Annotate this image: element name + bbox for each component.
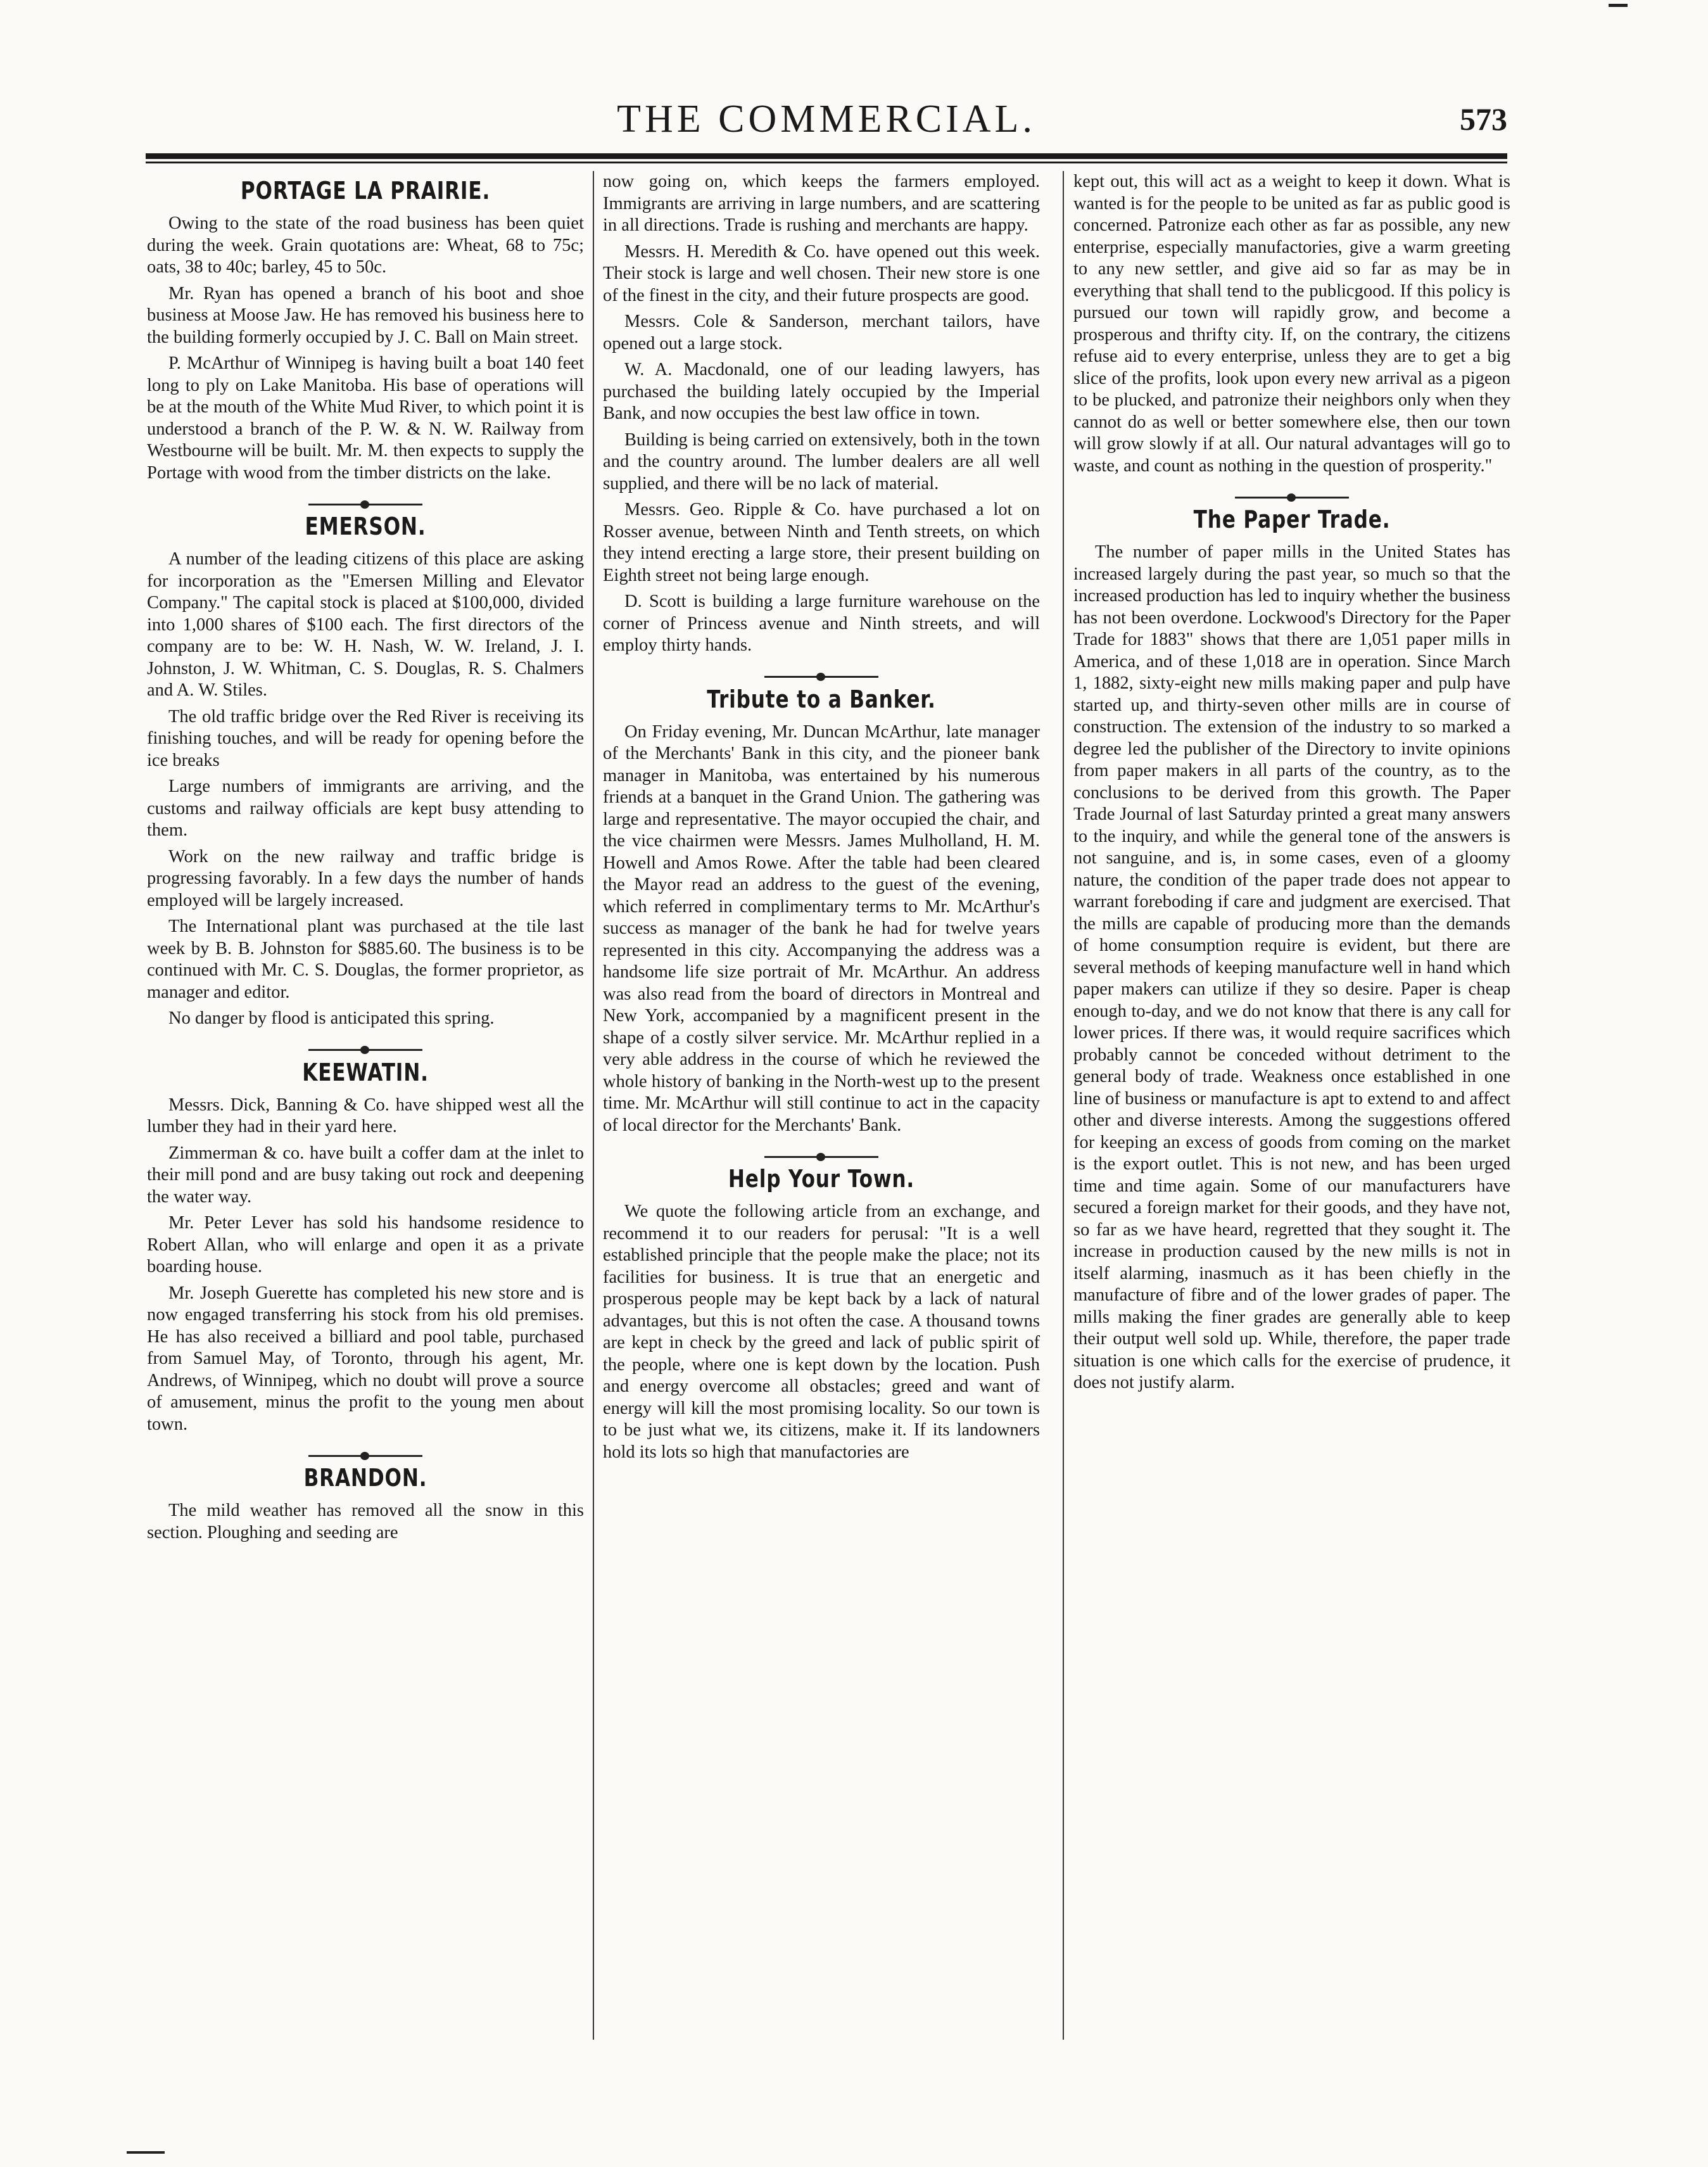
section-divider xyxy=(147,1444,584,1454)
column-rule xyxy=(593,171,594,2040)
column-3 xyxy=(1073,171,1510,2084)
section-divider xyxy=(147,1039,584,1049)
article-tribute-to-a-banker xyxy=(603,685,1040,1137)
paragraph: Mr. Peter Lever has sold his handsome residence to Robert Allan, who will enlarge and open it as a private boarding house. xyxy=(147,1213,584,1276)
article-heading: EMERSON. xyxy=(305,512,426,540)
article-emerson xyxy=(147,512,584,1030)
paragraph: Owing to the state of the road business has been quiet during the week. Grain quotations are: Wheat, 68 to 75c; oats, 38 to 40c; barley, 45 to 50c. xyxy=(147,213,584,277)
paragraph: Mr. Ryan has opened a branch of his boot and shoe business at Moose Jaw. He has removed his business here to the building formerly occupied by J. C. Ball on Main street. xyxy=(147,283,584,347)
header-rule-thin xyxy=(146,162,1507,163)
paragraph: Large numbers of immigrants are arriving, and the customs and railway officials are kept busy attending to them. xyxy=(147,777,584,840)
article-brandon-continued xyxy=(603,171,1040,657)
paragraph: The mild weather has removed all the snow in this section. Ploughing and seeding are xyxy=(147,1501,584,1542)
scan-edge-mark xyxy=(1609,4,1628,7)
article-the-paper-trade xyxy=(1073,505,1510,1394)
article-heading: KEEWATIN. xyxy=(302,1058,429,1086)
article-help-your-town xyxy=(603,1164,1040,1463)
paragraph: On Friday evening, Mr. Duncan McArthur, late manager of the Merchants' Bank in this city, and the pioneer bank manager in Manitoba, was entertained by his numerous friends at a banquet in the Grand Union. The gathering was large and representative. The mayor occupied the chair, and the vice chairmen were Messrs. James Mulholland, H. M. Howell and Amos Rowe. After the table had been cleared the Mayor read an address to the guest of the evening, which referred in complimentary terms to Mr. McArthur's success as manager of the bank he had for twelve years represented in this city. Accompanying the address was a handsome life size portrait of Mr. McArthur. An address was also read from the board of directors in Montreal and New York, accompanied by a magnificent present in the shape of a costly silver service. Mr. McArthur replied in a very able address in the course of which he reviewed the whole history of banking in the North-west up to the present time. Mr. McArthur will still continue to act in the capacity of local director for the Merchants' Bank. xyxy=(603,721,1040,1135)
paragraph: kept out, this will act as a weight to keep it down. What is wanted is for the people to be united as far as public good is concerned. Patronize each other as far as possible, any new enterprise, especially manufactories, give a warm greeting to any new settler, and give aid so far as may be in everything that shall tend to the publicgood. If this policy is pursued our town will rapidly grow, and become a prosperous and thrifty city. If, on the contrary, the citizens refuse aid to every enterprise, unless they are to get a big slice of the profits, look upon every new arrival as a pigeon to be plucked, and patronize their neighbors only when they cannot do as well or better somewhere else, then our town will grow slowly if at all. Our natural advantages will go to waste, and count as nothing in the question of prosperity." xyxy=(1073,172,1510,476)
masthead xyxy=(146,94,1507,151)
paragraph: D. Scott is building a large furniture warehouse on the corner of Princess avenue and Ninth streets, and will employ thirty hands. xyxy=(603,592,1040,655)
paragraph: Mr. Joseph Guerette has completed his new store and is now engaged transferring his stock from his old premises. He has also received a billiard and pool table, purchased from Samuel May, of Toronto, through his agent, Mr. Andrews, of Winnipeg, which no doubt will prove a source of amusement, minus the profit to the young men about town. xyxy=(147,1283,584,1434)
publication-title: THE COMMERCIAL. xyxy=(617,98,1036,141)
paragraph: now going on, which keeps the farmers employed. Immigrants are arriving in large numbers, and are scattering in all directions. Trade is rushing and merchants are happy. xyxy=(603,172,1040,235)
column-1 xyxy=(147,171,584,2084)
paragraph: Messrs. Dick, Banning & Co. have shipped west all the lumber they had in their yard here. xyxy=(147,1095,584,1136)
header-rule xyxy=(146,153,1507,159)
paragraph: We quote the following article from an exchange, and recommend it to our readers for perusal: "It is a well established principle that the people make the place; not its facilities for business. It is true that an energetic and prosperous people may be kept back by a lack of natural advantages, but this is not often the case. A thousand towns are kept in check by the greed and lack of public spirit of the people, where one is kept down by the location. Push and energy overcome all obstacles; greed and want of energy will kill the most promising locality. So our town is to be just what we, its citizens, make it. If its landowners hold its lots so high that manufactories are xyxy=(603,1202,1040,1462)
paragraph: Messrs. H. Meredith & Co. have opened out this week. Their stock is large and well chosen. Their new store is one of the finest in the city, and their future prospects are good. xyxy=(603,241,1040,305)
article-heading: PORTAGE LA PRAIRIE. xyxy=(240,177,491,205)
scan-edge-mark xyxy=(127,2151,165,2154)
article-portage-la-prairie xyxy=(147,176,584,484)
column-rule xyxy=(1063,171,1064,2040)
paragraph: Messrs. Geo. Ripple & Co. have purchased a lot on Rosser avenue, between Ninth and Tenth streets, on which they intend erecting a large store, their present building on Eighth street not being large enough. xyxy=(603,500,1040,585)
paragraph: Building is being carried on extensively, both in the town and the country around. The lumber dealers are all well supplied, and there will be no lack of material. xyxy=(603,429,1040,493)
article-keewatin xyxy=(147,1058,584,1436)
article-heading: Help Your Town. xyxy=(728,1165,915,1193)
paragraph: W. A. Macdonald, one of our leading lawyers, has purchased the building lately occupied by the Imperial Bank, and now occupies the best law office in town. xyxy=(603,360,1040,423)
section-divider xyxy=(1073,486,1510,496)
article-heading: Tribute to a Banker. xyxy=(707,685,936,713)
article-brandon xyxy=(147,1463,584,1544)
paragraph: No danger by flood is anticipated this spring. xyxy=(168,1008,495,1028)
paragraph: Work on the new railway and traffic bridge is progressing favorably. In a few days the number of hands employed will be largely increased. xyxy=(147,846,584,910)
paragraph: The number of paper mills in the United States has increased largely during the past year, so much so that the increased production has led to inquiry whether the business has not been overdone. Lockwood's Directory for the Paper Trade for 1883" shows that there are 1,051 paper mills in America, and of these 1,018 are in operation. Since March 1, 1882, sixty-eight new mills making paper and pulp have started up, and thirty-seven other mills are in course of construction. The extension of the industry to so marked a degree led the publisher of the Directory to invite opinions from paper makers in all parts of the country, as to the conclusions to be derived from this growth. The Paper Trade Journal of last Saturday printed a great many answers to the inquiry, and while the general tone of the answers is not sanguine, and is, in some cases, even of a gloomy nature, the condition of the paper trade does not appear to warrant foreboding if care and judgment are exercised. That the mills are capable of producing more than the demands of home consumption require is evident, but there are several methods of keeping manufacture well in hand which paper makers can utilize if they so desire. Paper is cheap enough to-day, and we do not know that there is any call for lower prices. If there was, it would require sacrifices which probably cannot be conceded without detriment to the general body of trade. Weakness once established in one line of business or manufacture is apt to extend to and affect other and diverse interests. Among the suggestions offered for keeping an excess of goods from coming on the market is the export outlet. This is not new, and has been urged time and time again. Some of our manufacturers have secured a foreign market for their goods, and they have not, so far as we have heard, regretted that they sought it. The increase in production caused by the new mills is not in itself alarming, inasmuch as it has been chiefly in the manufacture of fibre and of the lower grades of paper. The mills making the finer grades are generally able to keep their output well sold up. While, therefore, the paper trade situation is one which calls for the exercise of prudence, it does not justify alarm. xyxy=(1073,542,1510,1392)
page-number: 573 xyxy=(1460,101,1507,137)
article-help-your-town-continued xyxy=(1073,171,1510,477)
paragraph: The old traffic bridge over the Red River is receiving its finishing touches, and will be ready for opening before the ice breaks xyxy=(147,706,584,770)
paragraph: Zimmerman & co. have built a coffer dam at the inlet to their mill pond and are busy taking out rock and deepening the water way. xyxy=(147,1143,584,1207)
paragraph: A number of the leading citizens of this place are asking for incorporation as the "Emersen Milling and Elevator Company." The capital stock is placed at $100,000, divided into 1,000 shares of $100 each. The first directors of the company are to be: W. H. Nash, W. W. Ireland, J. I. Johnston, J. W. Whitman, C. S. Douglas, R. S. Chalmers and A. W. Stiles. xyxy=(147,549,584,700)
section-divider xyxy=(603,666,1040,676)
column-2 xyxy=(603,171,1040,2084)
paragraph: The International plant was purchased at the tile last week by B. B. Johnston for $885.60. The business is to be continued with Mr. C. S. Douglas, the former proprietor, as manager and editor. xyxy=(147,917,584,1002)
paragraph: P. McArthur of Winnipeg is having built a boat 140 feet long to ply on Lake Manitoba. His base of operations will be at the mouth of the White Mud River, to which point it is understood a branch of the P. W. & N. W. Railway from Westbourne will be built. Mr. M. then expects to supply the Portage with wood from the timber districts on the lake. xyxy=(147,353,584,483)
article-heading: The Paper Trade. xyxy=(1193,505,1391,533)
article-heading: BRANDON. xyxy=(303,1464,427,1492)
section-divider xyxy=(147,493,584,503)
section-divider xyxy=(603,1145,1040,1155)
paragraph: Messrs. Cole & Sanderson, merchant tailors, have opened out a large stock. xyxy=(603,312,1040,353)
